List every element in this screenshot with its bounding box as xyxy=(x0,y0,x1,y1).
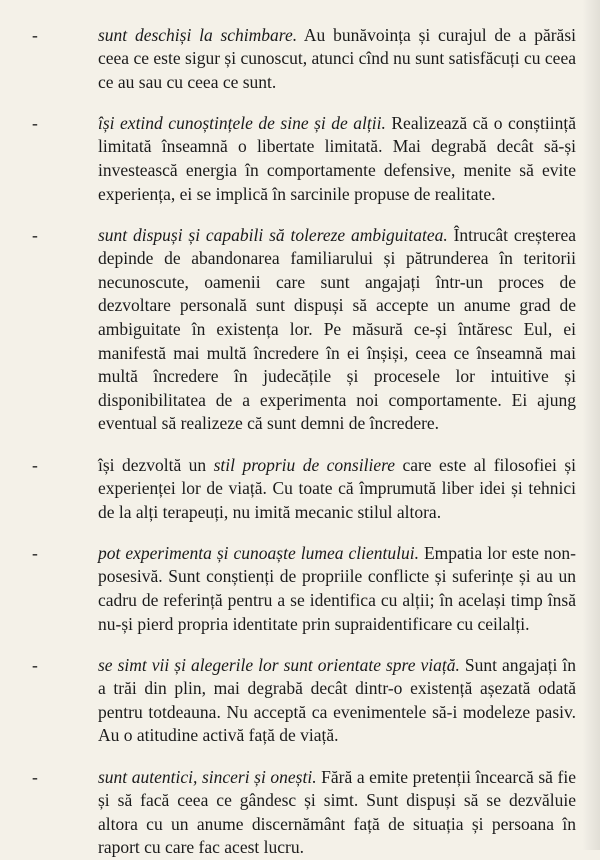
item-body: Fără a emite pretenții încearcă să fie și să facă ceea ce gândesc și simt. Sunt dispuși să se dezvăluie altora cu un anume discernământ față de situația și persoana în raport cu care fac acest lucru. xyxy=(98,766,576,858)
item-lead: sunt dispuși și capabili să tolereze ambiguitatea. xyxy=(98,224,448,245)
item-body: Realizează că o conștiință limitată înseamnă o libertate limitată. Mai degrabă decât să-și investească energia în comportamente defensive, menite să evite experiența, ei se implică în sarcinile propuse de realitate. xyxy=(98,112,576,204)
item-text xyxy=(98,112,576,206)
dash-bullet: - xyxy=(32,24,38,45)
item-body: Au bunăvoința și curajul de a părăsi ceea ce este sigur și cunoscut, atunci cînd nu sunt satisfăcuți cu ceea ce au sau cu ceea ce sunt. xyxy=(98,24,576,92)
list-item xyxy=(32,454,576,525)
item-body: Întrucât creșterea depinde de abandonarea familiarului și pătrunderea în teritorii necunoscute, oamenii care sunt angajați într-un proces de dezvoltare personală sunt dispuși să accepte un anume grad de ambiguitate în existența lor. Pe măsură ce-și întăresc Eul, ei manifestă mai multă încredere în ei înșiși, ceea ce înseamnă mai multă încredere în judecățile și procesele lor intuitive și disponibilitatea de a experimenta noi comportamente. Ei ajung eventual să realizeze că sunt demni de încredere. xyxy=(98,224,576,434)
list-item xyxy=(32,112,576,206)
list-item xyxy=(32,766,576,860)
dash-bullet: - xyxy=(32,766,38,787)
list-item xyxy=(32,654,576,748)
dash-bullet: - xyxy=(32,454,38,475)
dash-bullet: - xyxy=(32,654,38,675)
item-text xyxy=(98,654,576,748)
list-item xyxy=(32,24,576,95)
dash-bullet: - xyxy=(32,224,38,245)
item-text xyxy=(98,766,576,860)
item-text xyxy=(98,542,576,636)
item-prefix: își dezvoltă un xyxy=(98,454,214,475)
item-lead: se simt vii și alegerile lor sunt orientate spre viață. xyxy=(98,654,460,675)
list-item xyxy=(32,542,576,636)
dash-bullet: - xyxy=(32,112,38,133)
item-text xyxy=(98,454,576,525)
item-body: care este al filosofiei și experienței lor de viață. Cu toate că împrumută liber idei și tehnici de la alți terapeuți, nu imită mecanic stilul altora. xyxy=(98,454,576,522)
item-text xyxy=(98,24,576,95)
item-body: Sunt angajați în a trăi din plin, mai degrabă decât dintr-o existență așezată odată pentru totdeauna. Nu acceptă ca evenimentele să-i modeleze pasiv. Au o atitudine activă față de viață. xyxy=(98,654,576,746)
item-body: Empatia lor este non-posesivă. Sunt conștienți de propriile conflicte și suferințe și au un cadru de referință pentru a se identifica cu alții; în același timp însă nu-și pierd propria identitate prin supraidentificare cu ceilalți. xyxy=(98,542,576,634)
dash-bullet: - xyxy=(32,542,38,563)
item-lead: sunt deschiși la schimbare. xyxy=(98,24,298,45)
item-lead: își extind cunoștințele de sine și de alții. xyxy=(98,112,386,133)
item-lead: pot experimenta și cunoaște lumea clientului. xyxy=(98,542,419,563)
page-edge-shadow xyxy=(582,0,600,850)
list-item xyxy=(32,224,576,436)
item-lead: sunt autentici, sinceri și onești. xyxy=(98,766,317,787)
item-text xyxy=(98,224,576,436)
item-lead: stil propriu de consiliere xyxy=(213,454,396,475)
